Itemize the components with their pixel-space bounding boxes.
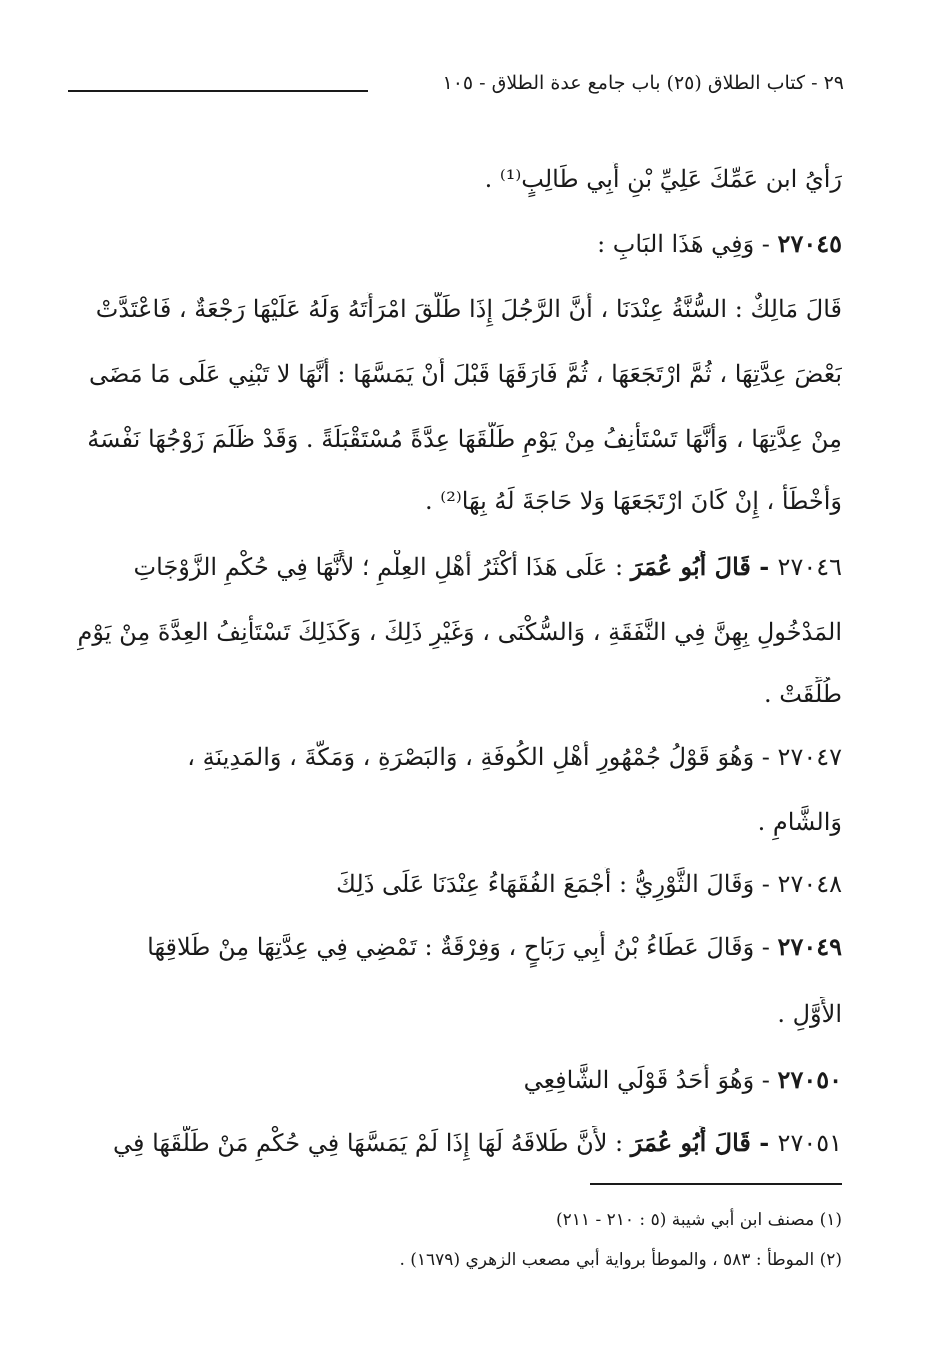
- footnote-2: [68, 1248, 842, 1272]
- footnote-separator: [590, 1183, 842, 1185]
- paragraph-27050: [68, 1063, 842, 1101]
- text-line-9: [68, 677, 842, 715]
- entry-number: ٢٧٠٤٥: [777, 229, 842, 258]
- paragraph-27045: [68, 227, 842, 265]
- header-title: ٢٩ - كتاب الطلاق (٢٥) باب جامع عدة الطلاق - ١٠٥: [442, 72, 844, 94]
- paragraph-27046: [68, 550, 842, 588]
- line-text: طُلِّقَتْ .: [763, 680, 842, 708]
- entry-number: ٢٧٠٤٩: [777, 932, 842, 961]
- entry-number: ٢٧٠٤٦: [777, 553, 842, 581]
- line-text: - وَفِي هَذَا البَابِ :: [597, 230, 778, 258]
- entry-number: ٢٧٠٤٨: [777, 870, 842, 898]
- text-line-8: [68, 615, 842, 653]
- footnote-1: [68, 1208, 842, 1232]
- line-text: الأَوَّلِ .: [777, 1000, 842, 1028]
- text-line-3: [68, 292, 842, 330]
- line-text: المَدْخُولِ بِهِنَّ فِي النَّفَقَةِ ، وَالسُّكْنَى ، وَغَيْرِ ذَلِكَ ، وَكَذَلِكَ تَسْتَأْنِفُ العِدَّةَ مِنْ يَوْمِ: [77, 618, 842, 646]
- line-text: - وَقَالَ الثَّوْرِيُّ : أَجْمَعَ الفُقَهَاءُ عِنْدَنَا عَلَى ذَلِكَ: [336, 870, 778, 898]
- text-line-6: [68, 484, 842, 522]
- entry-number: ٢٧٠٥١: [777, 1129, 842, 1157]
- speaker-label: - قَالَ أَبُو عُمَرَ: [630, 552, 778, 581]
- paragraph-27051: [68, 1126, 842, 1164]
- running-header: [68, 66, 844, 106]
- paragraph-27049: [68, 930, 842, 968]
- line-text: وَالشَّامِ .: [757, 808, 842, 836]
- line-text: : عَلَى هَذَا أَكْثَرُ أَهْلِ العِلْمِ ؛ لأَنَّهَا فِي حُكْمِ الزَّوْجَاتِ: [133, 553, 631, 581]
- header-rule: [68, 90, 368, 92]
- text-line-5: [68, 422, 842, 460]
- footnote-text: (٢) الموطأ : ٥٨٣ ، والموطأ برواية أبي مصعب الزهري (١٦٧٩) .: [399, 1250, 842, 1270]
- line-text: قَالَ مَالِكٌ : السُّنَّةُ عِنْدَنَا ، أَنَّ الرَّجُلَ إِذَا طَلَّقَ امْرَأَتَهُ وَلَهُ عَلَيْهَا رَجْعَةٌ ، فَاعْتَدَّتْ: [95, 295, 842, 323]
- paragraph-27047: [68, 740, 842, 778]
- line-text: : لأَنَّ طَلاقَهُ لَهَا إِذَا لَمْ يَمَسَّهَا فِي حُكْمِ مَنْ طَلَّقَهَا فِي: [113, 1129, 631, 1157]
- line-text: بَعْضَ عِدَّتِهَا ، ثُمَّ ارْتَجَعَهَا ، ثُمَّ فَارَقَهَا قَبْلَ أَنْ يَمَسَّهَا : أَنَّهَا لا تَبْنِي عَلَى مَا مَضَى: [88, 360, 842, 388]
- text-line-14: [68, 997, 842, 1035]
- entry-number: ٢٧٠٤٧: [777, 743, 842, 771]
- line-text: - وَقَالَ عَطَاءُ بْنُ أَبِي رَبَاحٍ ، وَفِرْقَةٌ : تَمْضِي فِي عِدَّتِهَا مِنْ طَلاقِهَا: [147, 933, 778, 961]
- text-line-4: [68, 357, 842, 395]
- entry-number: ٢٧٠٥٠: [777, 1065, 842, 1094]
- line-text: وَأَخْطَأَ ، إِنْ كَانَ ارْتَجَعَهَا وَلا حَاجَةَ لَهُ بِهَا⁽²⁾ .: [425, 487, 842, 515]
- text-line-11: [68, 805, 842, 843]
- line-text: رَأْيُ ابن عَمِّكَ عَلِيِّ بْنِ أَبِي طَالِبٍ⁽¹⁾ .: [484, 165, 842, 193]
- footnote-text: (١) مصنف ابن أبي شيبة (٥ : ٢١٠ - ٢١١): [556, 1210, 842, 1230]
- line-text: - وَهُوَ قَوْلُ جُمْهُورِ أَهْلِ الكُوفَةِ ، وَالبَصْرَةِ ، وَمَكَّةَ ، وَالمَدِينَةِ ،: [187, 743, 778, 771]
- line-text: مِنْ عِدَّتِهَا ، وَأَنَّهَا تَسْتَأْنِفُ مِنْ يَوْمِ طَلَّقَهَا عِدَّةً مُسْتَقْبَلَةً . وَقَدْ ظَلَمَ زَوْجُهَا نَفْسَهُ: [87, 425, 842, 453]
- text-line-1: [68, 162, 842, 200]
- paragraph-27048: [68, 867, 842, 905]
- line-text: - وَهُوَ أَحَدُ قَوْلَي الشَّافِعِي: [523, 1066, 778, 1094]
- speaker-label: - قَالَ أَبُو عُمَرَ: [630, 1128, 778, 1157]
